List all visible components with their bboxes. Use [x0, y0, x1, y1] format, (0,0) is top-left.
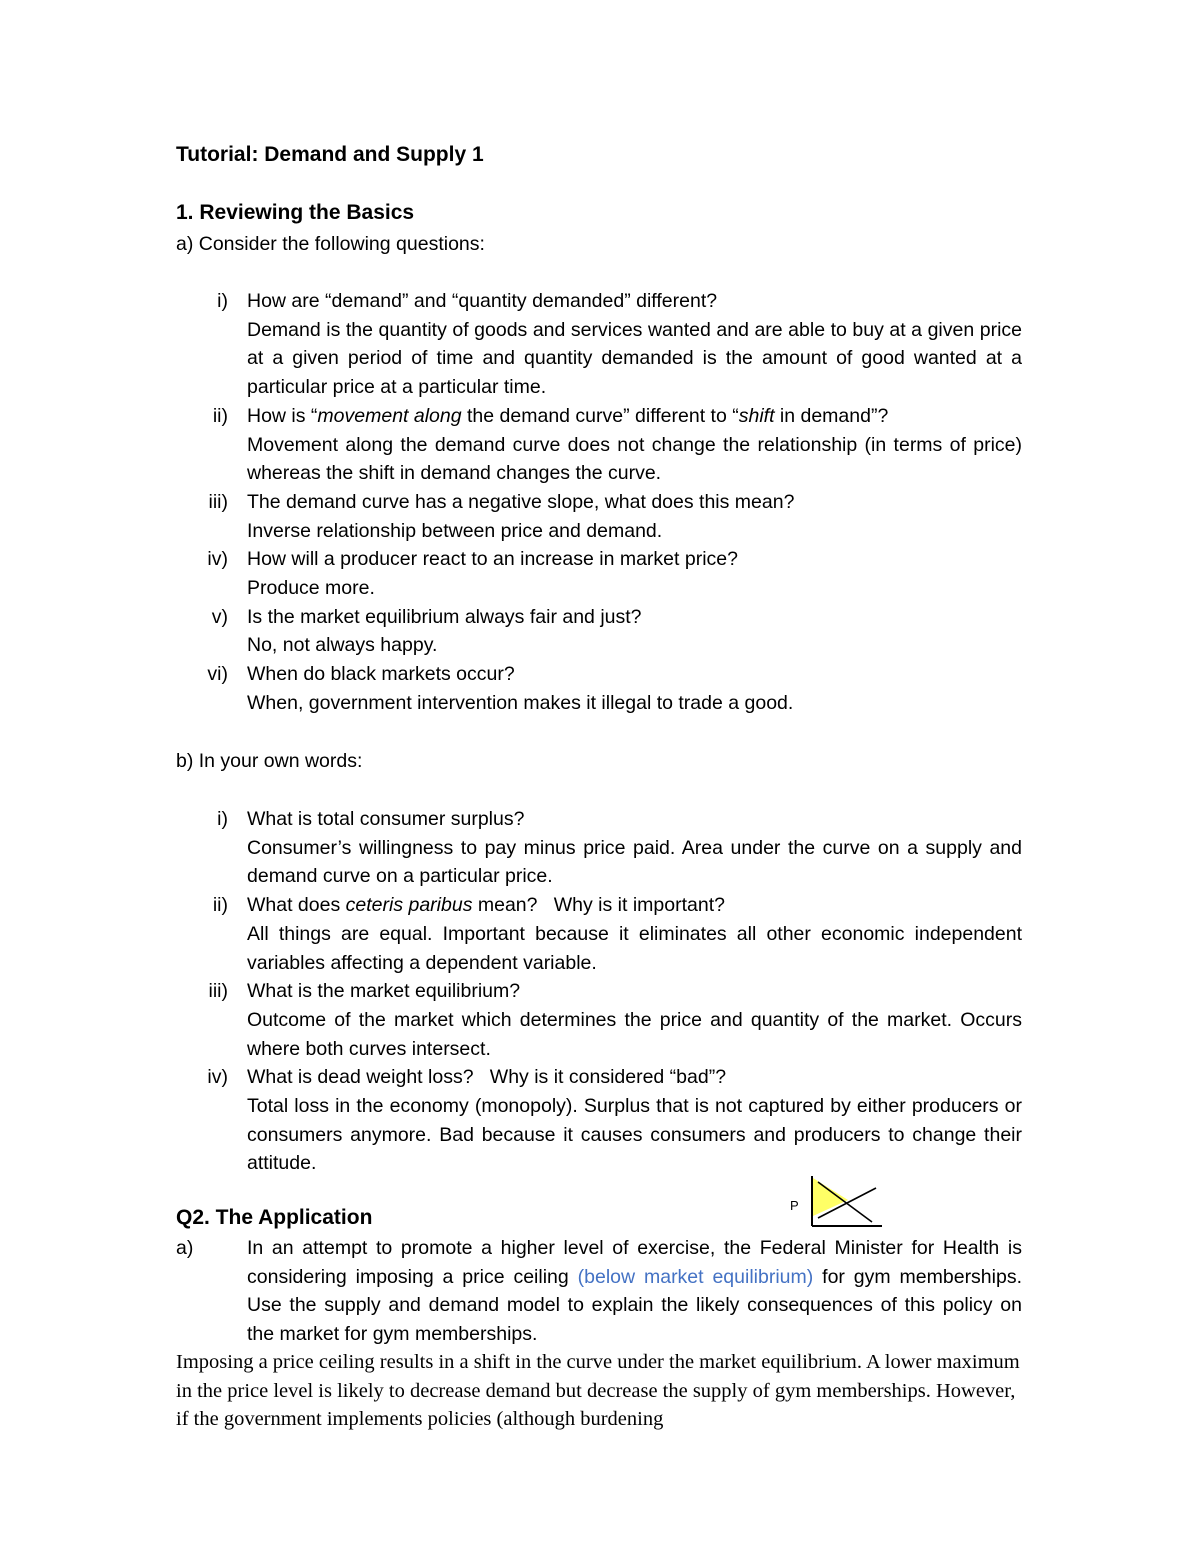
list-item	[176, 545, 1022, 602]
item-number: a)	[176, 1237, 194, 1259]
part-b-list	[176, 805, 1022, 1178]
list-item	[176, 891, 1022, 977]
q2-list	[176, 1234, 1033, 1349]
list-item	[176, 603, 1022, 660]
answer-text: Total loss in the economy (monopoly). Surplus that is not captured by either producers or consumers anymore. Bad because it causes consumers and producers to change their attitude.	[247, 1095, 1022, 1175]
figure-shaded-area	[813, 1178, 848, 1216]
list-item	[176, 1063, 1022, 1178]
question-text: What is the market equilibrium?	[247, 980, 521, 1003]
list-item	[176, 977, 1022, 1063]
item-number: vi)	[207, 663, 228, 686]
item-number: ii)	[212, 894, 228, 917]
question-text: How will a producer react to an increase in market price?	[247, 548, 738, 571]
list-item	[176, 488, 1022, 545]
item-number: iv)	[207, 1066, 228, 1089]
list-item	[176, 1234, 1033, 1349]
part-b-intro: b) In your own words:	[176, 750, 363, 772]
question-text: When do black markets occur?	[247, 663, 515, 686]
answer-text: Outcome of the market which determines the price and quantity of the market. Occurs where both curves intersect.	[247, 1008, 1022, 1060]
item-number: i)	[217, 290, 228, 312]
question-text: The demand curve has a negative slope, what does this mean?	[247, 490, 795, 513]
q2-answer-text: Imposing a price ceiling results in a shift in the curve under the market equilibrium. A lower maximum in the price level is likely to decrease demand but decrease the supply of gym memberships. However, if the government implements policies (although burdening	[176, 1351, 1020, 1431]
item-number: iii)	[208, 980, 228, 1003]
item-number: v)	[211, 605, 228, 628]
answer-text: When, government intervention makes it illegal to trade a good.	[247, 691, 794, 714]
part-a-intro: a) Consider the following questions:	[176, 233, 485, 255]
figure-price-label: P	[790, 1198, 799, 1213]
item-number: ii)	[212, 404, 228, 427]
section-1-heading: 1. Reviewing the Basics	[176, 201, 415, 224]
document-title: Tutorial: Demand and Supply 1	[176, 143, 484, 166]
list-item	[176, 660, 1022, 717]
item-number: i)	[217, 808, 228, 830]
answer-text: Movement along the demand curve does not change the relationship (in terms of price) whereas the shift in demand changes the curve.	[247, 433, 1022, 485]
question-text: What does ceteris paribus mean? Why is it important?	[247, 894, 725, 917]
item-number: iv)	[207, 548, 228, 571]
highlight-text: (below market equilibrium)	[577, 1265, 814, 1288]
answer-text: Inverse relationship between price and demand.	[247, 519, 663, 542]
supply-demand-figure	[788, 1174, 888, 1232]
question-text: In an attempt to promote a higher level of exercise, the Federal Minister for Health is considering imposing a price ceiling	[247, 1237, 1022, 1288]
section-2-heading: Q2. The Application	[176, 1206, 373, 1229]
list-item	[176, 402, 1022, 488]
list-item	[176, 287, 1022, 402]
item-number: iii)	[208, 490, 228, 513]
question-text: What is dead weight loss? Why is it considered “bad”?	[247, 1066, 727, 1089]
question-text: What is total consumer surplus?	[247, 808, 525, 830]
question-text: How are “demand” and “quantity demanded” different?	[247, 290, 718, 312]
answer-text: Consumer’s willingness to pay minus price paid. Area under the curve on a supply and demand curve on a particular price.	[247, 836, 1022, 888]
question-text: How is “movement along the demand curve” different to “shift in demand”?	[247, 404, 889, 427]
answer-text: Demand is the quantity of goods and services wanted and are able to buy at a given price at a given period of time and quantity demanded is the amount of good wanted at a particular price at a particular time.	[247, 318, 1022, 399]
question-text: Is the market equilibrium always fair and just?	[247, 605, 642, 628]
answer-text: All things are equal. Important because it eliminates all other economic independent variables affecting a dependent variable.	[247, 922, 1022, 974]
list-item	[176, 805, 1022, 891]
answer-text: Produce more.	[247, 577, 375, 600]
answer-text: No, not always happy.	[247, 634, 438, 657]
part-a-list	[176, 287, 1022, 718]
question-text-cont: for gym memberships. Use the supply and demand model to explain the likely consequences of this policy on the market for gym memberships.	[247, 1265, 1033, 1346]
